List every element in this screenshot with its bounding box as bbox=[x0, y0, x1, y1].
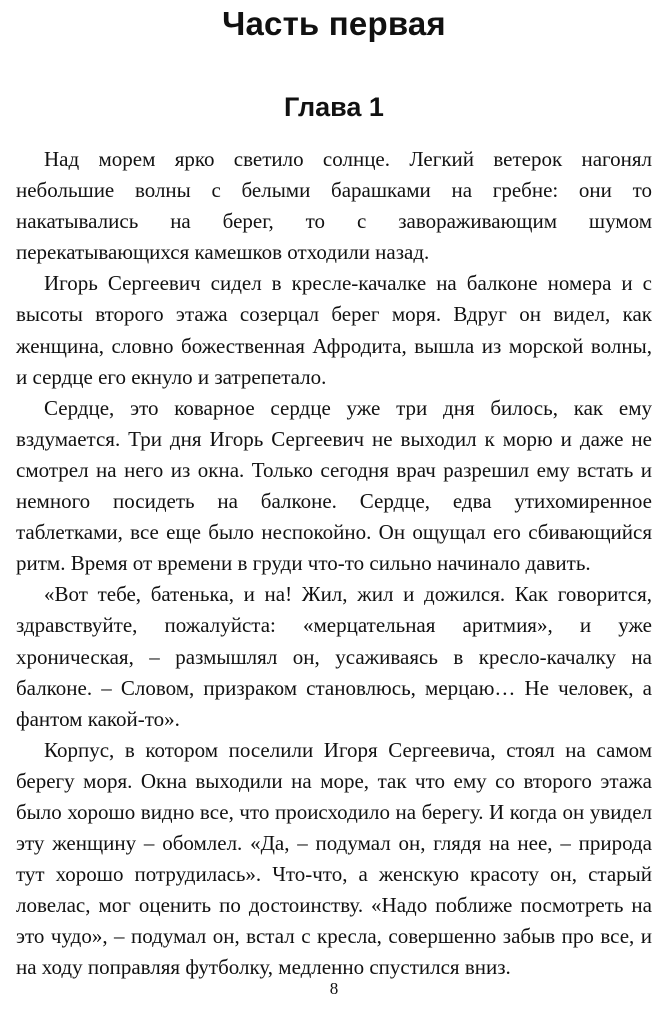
chapter-title: Глава 1 bbox=[284, 92, 384, 122]
paragraph: «Вот тебе, батенька, и на! Жил, жил и дожился. Как говорится, здравствуйте, пожалуйста: «мерцательная аритмия», и уже хроническая, – размышлял он, усаживаясь в кресло-качалку на балконе. – Словом, призраком становлюсь, мерцаю… Не человек, а фантом какой-то». bbox=[16, 582, 652, 731]
page-number: 8 bbox=[329, 979, 339, 998]
paragraph: Над морем ярко светило солнце. Легкий ветерок нагонял небольшие волны с белыми барашками на гребне: они то накатывались на берег, то с завораживающим шумом перекатывающихся камешков отходили назад. bbox=[16, 147, 652, 265]
paragraph: Игорь Сергеевич сидел в кресле-качалке на балконе номера и с высоты второго этажа созерцал берег моря. Вдруг он видел, как женщина, словно божественная Афродита, вышла из морской волны, и сердце его екнуло и затрепетало. bbox=[16, 271, 652, 389]
chapter-body bbox=[16, 144, 652, 984]
paragraph: Сердце, это коварное сердце уже три дня билось, как ему вздумается. Три дня Игорь Сергеевич не выходил к морю и даже не смотрел на него из окна. Только сегодня врач разрешил ему встать и немного посидеть на балконе. Сердце, едва утихомиренное таблетками, все еще было неспокойно. Он ощущал его сбивающийся ритм. Время от времени в груди что-то сильно начинало давить. bbox=[16, 395, 652, 576]
part-title: Часть первая bbox=[222, 5, 446, 42]
paragraph: Корпус, в котором поселили Игоря Сергеевича, стоял на самом берегу моря. Окна выходили на море, так что ему со второго этажа было хорошо видно все, что происходило на берегу. И когда он увидел эту женщину – обомлел. «Да, – подумал он, глядя на нее, – природа тут хорошо потрудилась». Что-что, а женскую красоту он, старый ловелас, мог оценить по достоинству. «Надо поближе посмотреть на это чудо», – подумал он, встал с кресла, совершенно забыв про все, и на ходу поправляя футболку, медленно спустился вниз. bbox=[16, 737, 652, 980]
